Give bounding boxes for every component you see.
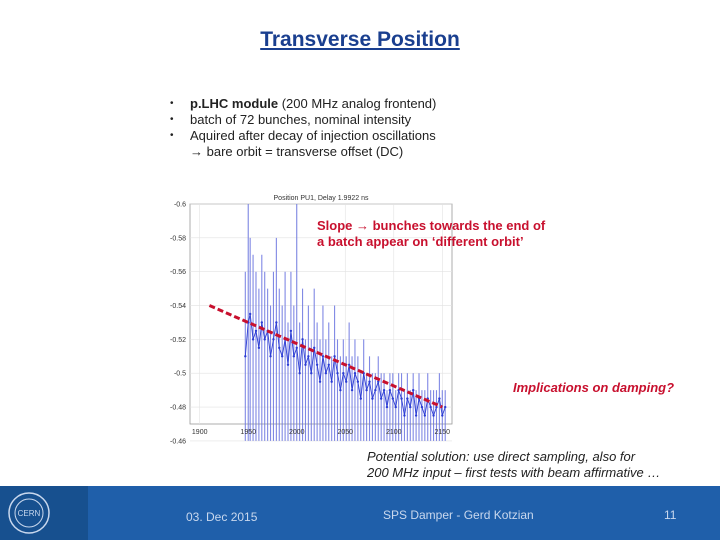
bullet-list xyxy=(170,96,436,160)
data-point xyxy=(328,364,330,366)
data-point xyxy=(357,380,359,382)
data-point xyxy=(415,414,417,416)
data-point xyxy=(386,406,388,408)
chart-title: Position PU1, Delay 1.9922 ns xyxy=(273,195,369,202)
data-point xyxy=(278,347,280,349)
slope-annotation-line: Slope → bunches towards the end of xyxy=(317,218,546,233)
data-point xyxy=(441,414,443,416)
solution-annotation xyxy=(367,449,660,481)
y-tick-label: -0.46 xyxy=(170,438,186,446)
data-point xyxy=(255,330,257,332)
data-point xyxy=(360,397,362,399)
data-point xyxy=(403,414,405,416)
data-point xyxy=(354,372,356,374)
data-point xyxy=(322,355,324,357)
data-point xyxy=(380,397,382,399)
data-point xyxy=(409,406,411,408)
data-point xyxy=(412,389,414,391)
data-point xyxy=(392,397,394,399)
data-point xyxy=(348,364,350,366)
data-point xyxy=(252,338,254,340)
bullet-dot-icon: • xyxy=(170,130,174,141)
data-point xyxy=(424,414,426,416)
data-point xyxy=(339,389,341,391)
implications-annotation: Implications on damping? xyxy=(513,380,675,395)
solution-annotation-line: Potential solution: use direct sampling, also for xyxy=(367,449,636,464)
data-point xyxy=(429,406,431,408)
data-point xyxy=(395,406,397,408)
data-point xyxy=(368,380,370,382)
data-point xyxy=(383,389,385,391)
bullet-item xyxy=(170,128,436,144)
slide-title: Transverse Position xyxy=(260,28,460,51)
y-tick-label: -0.48 xyxy=(170,404,186,412)
slope-annotation-line: a batch appear on ‘different orbit’ xyxy=(317,234,524,249)
data-point xyxy=(269,355,271,357)
bullet-item xyxy=(170,112,436,128)
data-point xyxy=(336,372,338,374)
data-point xyxy=(264,338,266,340)
data-point xyxy=(244,355,246,357)
data-point xyxy=(330,380,332,382)
data-point xyxy=(261,321,263,323)
bullet-text: batch of 72 bunches, nominal intensity xyxy=(190,112,412,127)
data-point xyxy=(400,397,402,399)
data-point xyxy=(258,347,260,349)
data-point xyxy=(293,355,295,357)
footer-presenter: SPS Damper - Gerd Kotzian xyxy=(383,508,534,522)
data-point xyxy=(342,372,344,374)
data-point xyxy=(351,389,353,391)
bullet-bold: p.LHC module xyxy=(190,96,279,111)
y-tick-label: -0.52 xyxy=(170,336,186,344)
y-tick-label: -0.6 xyxy=(173,201,186,209)
x-tick-label: 2100 xyxy=(385,429,402,436)
data-point xyxy=(281,355,283,357)
data-point xyxy=(304,364,306,366)
svg-text:CERN: CERN xyxy=(17,509,41,518)
data-point xyxy=(438,397,440,399)
x-tick-label: 1950 xyxy=(240,429,257,436)
data-point xyxy=(432,414,434,416)
data-point xyxy=(307,355,309,357)
bullet-item xyxy=(170,96,436,112)
data-point xyxy=(444,406,446,408)
slope-annotation xyxy=(317,218,545,250)
y-tick-label: -0.5 xyxy=(173,370,186,378)
solution-annotation-line: 200 MHz input – first tests with beam affirmative … xyxy=(367,465,661,480)
x-tick-label: 2000 xyxy=(288,429,305,436)
data-point xyxy=(333,355,335,357)
data-point xyxy=(272,338,274,340)
footer-date: 03. Dec 2015 xyxy=(186,510,258,524)
bullet-continuation: → bare orbit = transverse offset (DC) xyxy=(190,144,404,159)
data-point xyxy=(345,380,347,382)
data-point xyxy=(389,389,391,391)
data-point xyxy=(435,406,437,408)
data-point xyxy=(406,397,408,399)
y-tick-label: -0.58 xyxy=(170,235,186,243)
x-tick-label: 2050 xyxy=(337,429,354,436)
y-tick-label: -0.56 xyxy=(170,269,186,277)
bullet-dot-icon: • xyxy=(170,98,174,109)
x-tick-label: 2150 xyxy=(434,429,451,436)
data-point xyxy=(301,338,303,340)
bullet-text: Aquired after decay of injection oscillations xyxy=(190,128,436,143)
data-point xyxy=(296,347,298,349)
data-point xyxy=(421,406,423,408)
data-point xyxy=(319,380,321,382)
data-point xyxy=(249,313,251,315)
x-tick-label: 1900 xyxy=(191,429,208,436)
page-number: 11 xyxy=(664,508,677,522)
data-point xyxy=(310,372,312,374)
footer-bar xyxy=(0,486,720,540)
bullet-dot-icon: • xyxy=(170,114,174,125)
y-tick-label: -0.54 xyxy=(170,303,186,311)
data-point xyxy=(275,321,277,323)
data-point xyxy=(325,372,327,374)
data-point xyxy=(287,364,289,366)
data-point xyxy=(298,372,300,374)
data-point xyxy=(290,330,292,332)
data-point xyxy=(316,364,318,366)
data-point xyxy=(365,389,367,391)
cern-logo-icon xyxy=(6,490,52,536)
data-point xyxy=(313,347,315,349)
bullet-text: (200 MHz analog frontend) xyxy=(278,96,437,111)
data-point xyxy=(374,389,376,391)
data-point xyxy=(371,397,373,399)
